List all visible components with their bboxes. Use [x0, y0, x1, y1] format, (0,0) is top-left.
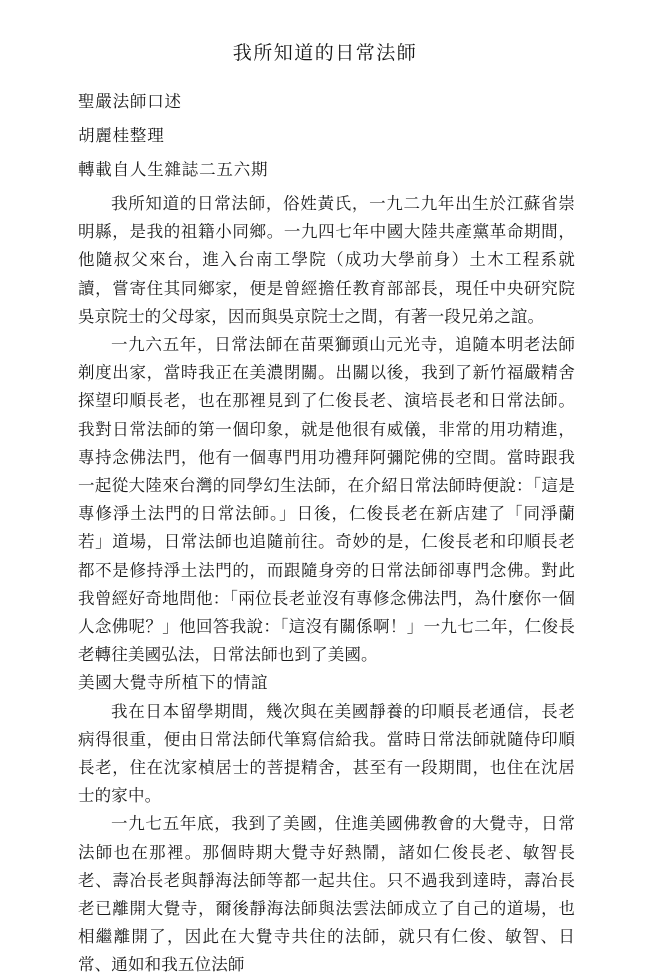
byline-narrator: 聖嚴法師口述 — [78, 92, 182, 111]
paragraph-3: 我在日本留學期間，幾次與在美國靜養的印順長老通信，長老病得很重，便由日常法師代筆寫信給我。當時日常法師就隨侍印順長老，住在沈家楨居士的菩提精舍，甚至有一段期間，也住在沈居士的家中。 — [78, 701, 575, 806]
document-body — [0, 190, 650, 980]
page-title: 我所知道的日常法師 — [232, 42, 418, 64]
byline-editor: 胡麗桂整理 — [78, 126, 165, 145]
byline-source: 轉載自人生雜誌二五六期 — [78, 160, 269, 179]
section-heading-1: 美國大覺寺所植下的情誼 — [78, 673, 269, 693]
paragraph-1: 我所知道的日常法師，俗姓黃氏，一九二九年出生於江蘇省崇明縣，是我的祖籍小同鄉。一九四七年中國大陸共產黨革命期間，他隨叔父來台，進入台南工學院（成功大學前身）土木工程系就讀，嘗寄住其同鄉家，便是曾經擔任教育部部長，現任中央研究院吳京院士的父母家，因而與吳京院士之間，有著一段兄弟之誼。 — [78, 194, 575, 326]
paragraph-4: 一九七五年底，我到了美國，住進美國佛教會的大覺寺，日常法師也在那裡。那個時期大覺寺好熱鬧，諸如仁俊長老、敏智長老、壽冶長老與靜海法師等都一起共住。只不過我到達時，壽冶長老已離開大覺寺，爾後靜海法師與法雲法師成立了自己的道場，也相繼離開了，因此在大覺寺共住的法師，就只有仁俊、敏智、日常、通如和我五位法師 — [78, 814, 575, 975]
paragraph-2: 一九六五年，日常法師在苗栗獅頭山元光寺，追隨本明老法師剃度出家，當時我正在美濃閉關。出關以後，我到了新竹福嚴精舍探望印順長老，也在那裡見到了仁俊長老、演培長老和日常法師。我對日常法師的第一個印象，就是他很有威儀，非常的用功精進，專持念佛法門，他有一個專門用功禮拜阿彌陀佛的空間。當時跟我一起從大陸來台灣的同學幻生法師，在介紹日常法師時便說：「這是專修淨土法門的日常法師。」日後，仁俊長老在新店建了「同淨蘭若」道場，日常法師也追隨前往。奇妙的是，仁俊長老和印順長老都不是修持淨土法門的，而跟隨身旁的日常法師卻專門念佛。對此我曾經好奇地問他：「兩位長老並沒有專修念佛法門，為什麼你一個人念佛呢？」他回答我說：「這沒有關係啊！」一九七二年，仁俊長老轉往美國弘法，日常法師也到了美國。 — [78, 335, 575, 665]
byline-block — [0, 88, 650, 184]
